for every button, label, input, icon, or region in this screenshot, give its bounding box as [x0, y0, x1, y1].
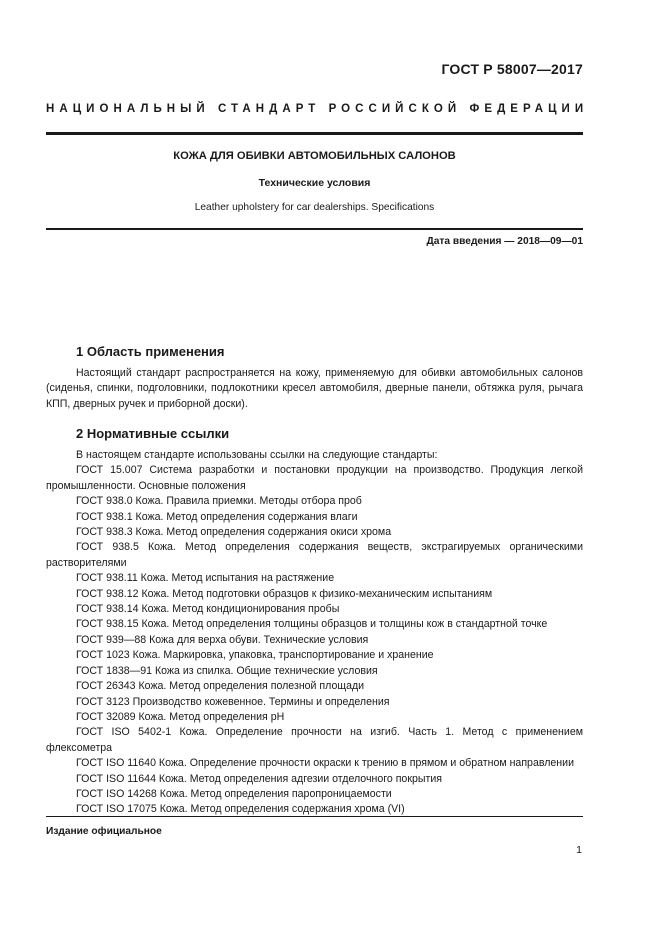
reference-item: ГОСТ ISO 14268 Кожа. Метод определения паропроницаемости	[76, 787, 392, 800]
reference-item: ГОСТ 938.14 Кожа. Метод кондиционирования пробы	[76, 603, 340, 616]
section-1-paragraph: Настоящий стандарт распространяется на кожу, применяемую для обивки автомобильных салонов (сиденья, спинки, подголовники, подлокотники кресел автомобиля, дверные панели, обтяжка руля, рычага КПП, дверных ручек и приборной доски).	[46, 367, 583, 410]
header-divider	[46, 132, 583, 135]
reference-item: ГОСТ 938.11 Кожа. Метод испытания на растяжение	[76, 572, 335, 585]
footer-divider	[46, 816, 583, 817]
reference-item: ГОСТ ISO 5402-1 Кожа. Определение прочности на изгиб. Часть 1. Метод с применением флексометра	[46, 726, 583, 754]
page-number: 1	[576, 844, 582, 856]
reference-item: ГОСТ 1023 Кожа. Маркировка, упаковка, транспортирование и хранение	[76, 649, 434, 662]
reference-item: ГОСТ 938.3 Кожа. Метод определения содержания окиси хрома	[76, 526, 392, 539]
reference-item: ГОСТ 32089 Кожа. Метод определения рН	[76, 710, 285, 723]
reference-item: ГОСТ ISO 11640 Кожа. Определение прочности окраски к трению в прямом и обратном направлении	[76, 757, 574, 770]
english-title: Leather upholstery for car dealerships. Specifications	[194, 202, 435, 213]
reference-item: ГОСТ 938.12 Кожа. Метод подготовки образцов к физико-механическим испытаниям	[76, 587, 493, 600]
national-standard-banner: НАЦИОНАЛЬНЫЙ СТАНДАРТ РОССИЙСКОЙ ФЕДЕРАЦИИ	[46, 103, 589, 115]
section-2-body	[46, 448, 583, 818]
official-edition-label: Издание официальное	[46, 826, 162, 837]
reference-item: ГОСТ ISO 17075 Кожа. Метод определения содержания хрома (VI)	[76, 803, 405, 816]
title-divider	[46, 228, 583, 230]
reference-item: ГОСТ 3123 Производство кожевенное. Термины и определения	[76, 695, 390, 708]
reference-item: ГОСТ 938.0 Кожа. Правила приемки. Методы отбора проб	[76, 495, 362, 508]
section-2-intro: В настоящем стандарте использованы ссылки на следующие стандарты:	[76, 449, 438, 461]
section-1-heading: 1 Область применения	[76, 344, 225, 359]
reference-item: ГОСТ 938.15 Кожа. Метод определения толщины образцов и толщины кож в стандартной точке	[76, 618, 548, 631]
reference-item: ГОСТ 15.007 Система разработки и постановки продукции на производство. Продукция легкой промышленности. Основные положения	[46, 464, 583, 492]
reference-item: ГОСТ 938.1 Кожа. Метод определения содержания влаги	[76, 510, 358, 523]
reference-item: ГОСТ 26343 Кожа. Метод определения полезной площади	[76, 680, 365, 693]
reference-item: ГОСТ 938.5 Кожа. Метод определения содержания веществ, экстрагируемых органическими растворителями	[46, 541, 583, 569]
reference-item: ГОСТ ISO 11644 Кожа. Метод определения адгезии отделочного покрытия	[76, 772, 442, 785]
reference-item: ГОСТ 939—88 Кожа для верха обуви. Технические условия	[76, 633, 369, 646]
section-2-heading: 2 Нормативные ссылки	[76, 426, 230, 441]
reference-list	[46, 463, 583, 817]
intro-date: Дата введения — 2018—09—01	[426, 236, 583, 247]
section-1-body	[46, 366, 583, 412]
doc-number: ГОСТ Р 58007—2017	[441, 61, 583, 77]
document-subtitle: Технические условия	[258, 177, 371, 189]
reference-item: ГОСТ 1838—91 Кожа из спилка. Общие технические условия	[76, 664, 378, 677]
document-title: КОЖА ДЛЯ ОБИВКИ АВТОМОБИЛЬНЫХ САЛОНОВ	[173, 150, 456, 162]
